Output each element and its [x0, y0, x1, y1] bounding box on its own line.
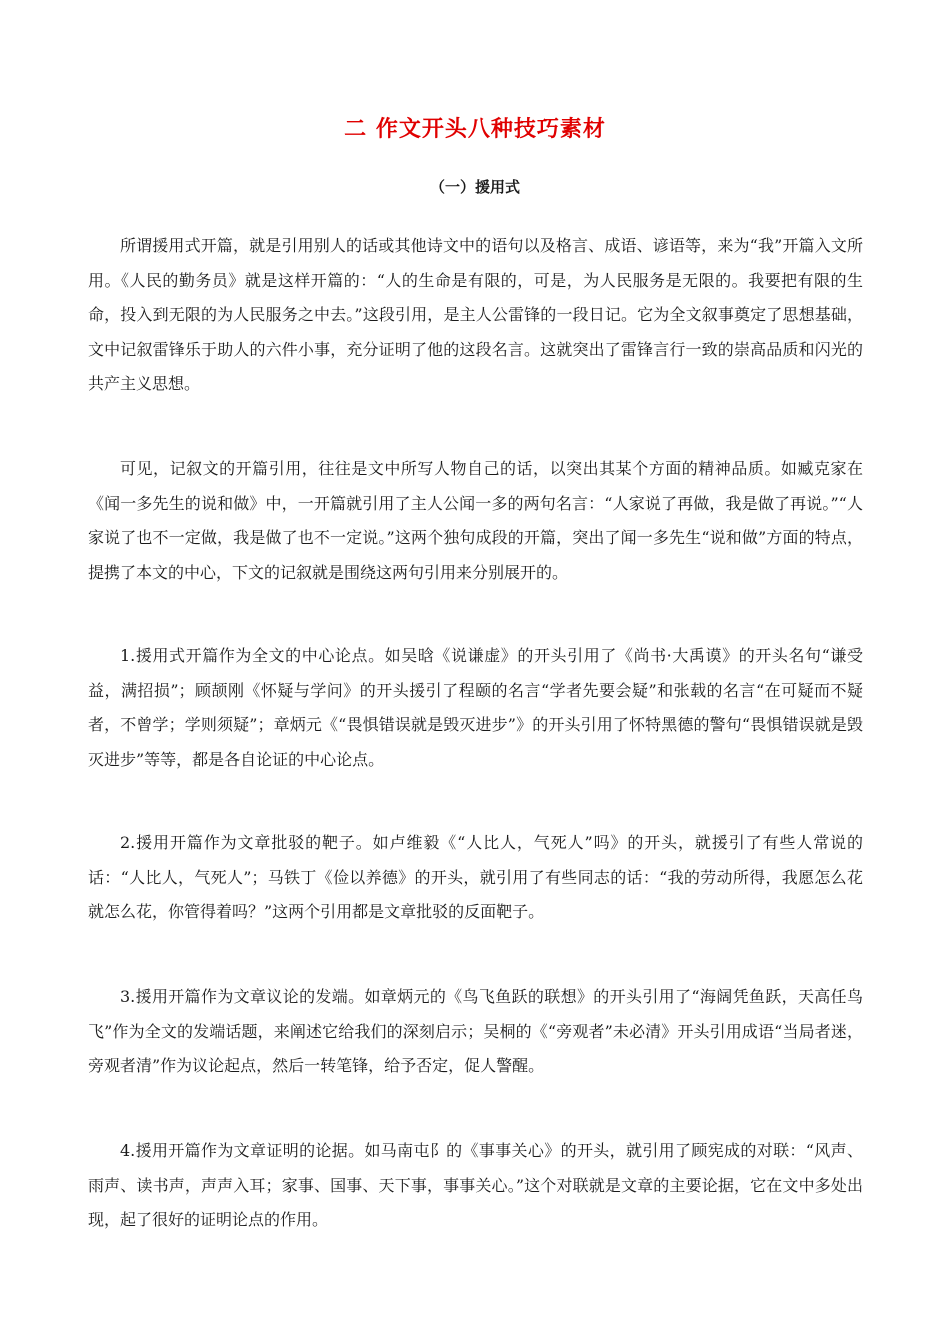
- paragraph-point-3: 3.援用开篇作为文章议论的发端。如章炳元的《鸟飞鱼跃的联想》的开头引用了“海阔凭鱼跃，天高任鸟飞”作为全文的发端话题，来阐述它给我们的深刻启示；吴桐的《“旁观者”未必清》开头引用成语“当局者迷，旁观者清”作为议论起点，然后一转笔锋，给予否定，促人警醒。: [88, 987, 863, 1075]
- section-heading: （一）援用式: [429, 178, 520, 196]
- paragraph-point-2: 2.援用开篇作为文章批驳的靶子。如卢维毅《“人比人，气死人”吗》的开头，就援引了有些人常说的话：“人比人，气死人”；马铁丁《俭以养德》的开头，就引用了有些同志的话：“我的劳动所得，我愿怎么花就怎么花，你管得着吗？”这两个引用都是文章批驳的反面靶子。: [88, 833, 863, 921]
- paragraph-intro: 所谓援用式开篇，就是引用别人的话或其他诗文中的语句以及格言、成语、谚语等，来为“我”开篇入文所用。《人民的勤务员》就是这样开篇的：“人的生命是有限的，可是，为人民服务是无限的。我要把有限的生命，投入到无限的为人民服务之中去。”这段引用，是主人公雷锋的一段日记。它为全文叙事奠定了思想基础，文中记叙雷锋乐于助人的六件小事，充分证明了他的这段名言。这就突出了雷锋言行一致的崇高品质和闪光的共产主义思想。: [88, 236, 863, 393]
- paragraph-point-4: 4.援用开篇作为文章证明的论据。如马南屯阝的《事事关心》的开头，就引用了顾宪成的对联：“风声、雨声、读书声，声声入耳；家事、国事、天下事，事事关心。”这个对联就是文章的主要论据，它在文中多处出现，起了很好的证明论点的作用。: [88, 1141, 863, 1229]
- paragraph-point-1: 1.援用式开篇作为全文的中心论点。如吴晗《说谦虚》的开头引用了《尚书·大禹谟》的开头名句“谦受益，满招损”；顾颉刚《怀疑与学问》的开头援引了程颐的名言“学者先要会疑”和张载的名言“在可疑而不疑者，不曾学；学则须疑”；章炳元《“畏惧错误就是毁灭进步”》的开头引用了怀特黑德的警句“畏惧错误就是毁灭进步”等等，都是各自论证的中心论点。: [88, 646, 863, 769]
- document-title: 二 作文开头八种技巧素材: [344, 117, 606, 142]
- paragraph-narrative: 可见，记叙文的开篇引用，往往是文中所写人物自己的话，以突出其某个方面的精神品质。如臧克家在《闻一多先生的说和做》中，一开篇就引用了主人公闻一多的两句名言：“人家说了再做，我是做了再说。”“人家说了也不一定做，我是做了也不一定说。”这两个独句成段的开篇，突出了闻一多先生“说和做”方面的特点，提携了本文的中心，下文的记叙就是围绕这两句引用来分别展开的。: [88, 459, 863, 582]
